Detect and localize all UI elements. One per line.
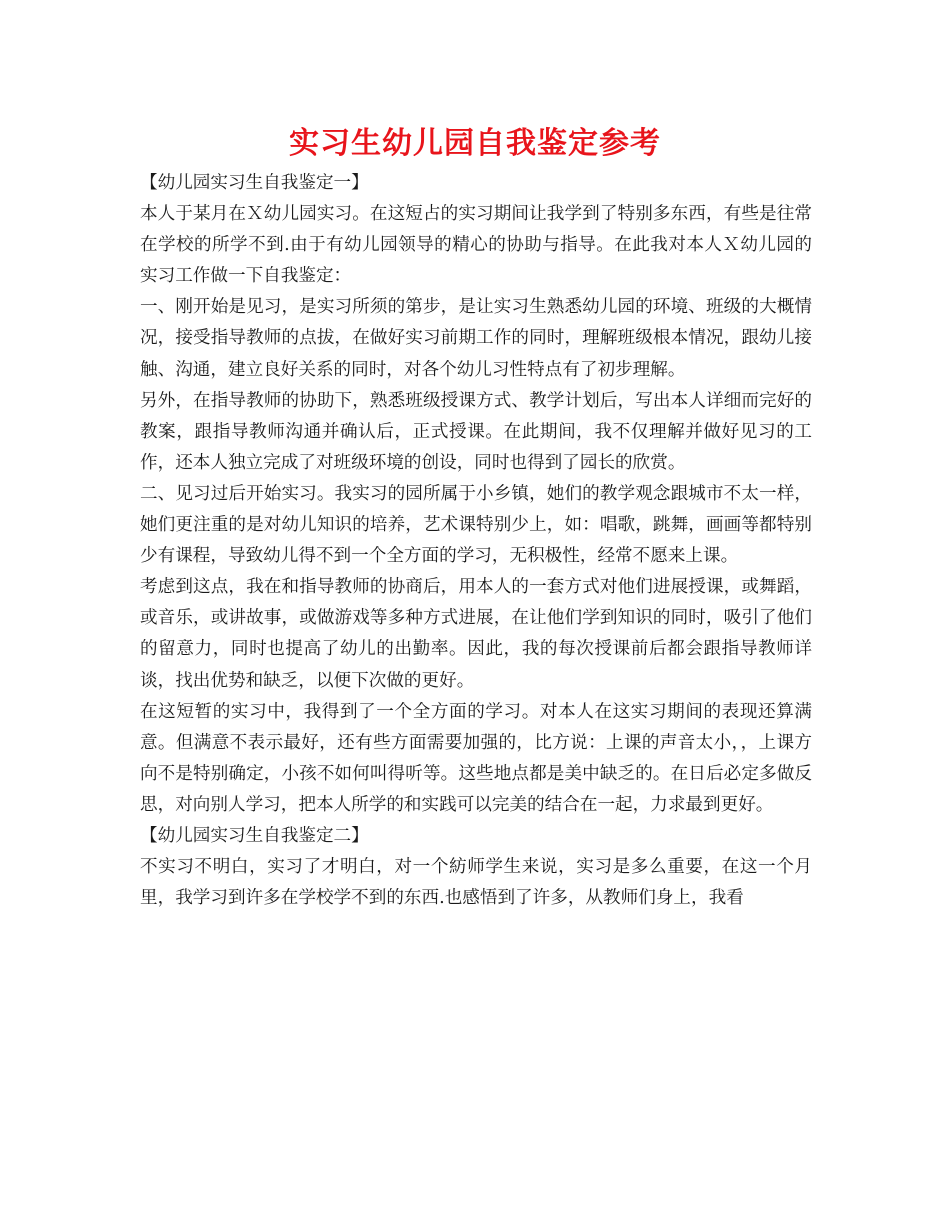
paragraph: 在这短暂的实习中，我得到了一个全方面的学习。对本人在这实习期间的表现还算满意。但满意不表示最好，还有些方面需要加强的，比方说：上课的声音太小，，上课方向不是特别确定，小孩不如何叫得听等。这些地点都是美中缺乏的。在日后必定多做反思，对向别人学习，把本人所学的和实践可以完美的结合在一起，力求最到更好。 — [140, 701, 812, 815]
document-title: 实习生幼儿园自我鉴定参考 — [289, 126, 661, 161]
section-heading: 【幼儿园实习生自我鉴定二】 — [140, 825, 369, 846]
paragraph: 一、刚开始是见习，是实习所须的第步，是让实习生熟悉幼儿园的环境、班级的大概情况，接受指导教师的点拔，在做好实习前期工作的同时，理解班级根本情况，跟幼儿接触、沟通，建立良好关系的同时，对各个幼儿习性特点有了初步理解。 — [140, 297, 812, 380]
paragraph: 考虑到这点，我在和指导教师的协商后，用本人的一套方式对他们进展授课，或舞蹈，或音乐，或讲故事，或做游戏等多种方式进展，在让他们学到知识的同时，吸引了他们的留意力，同时也提高了幼儿的出勤率。因此，我的每次授课前后都会跟指导教师详谈，找出优势和缺乏，以便下次做的更好。 — [140, 577, 812, 691]
document-body — [140, 168, 812, 914]
paragraph: 二、见习过后开始实习。我实习的园所属于小乡镇，她们的教学观念跟城市不太一样，她们更注重的是对幼儿知识的培养，艺术课特别少上，如：唱歌，跳舞，画画等都特别少有课程，导致幼儿得不到一个全方面的学习，无积极性，经常不愿来上课。 — [140, 483, 812, 567]
paragraph: 不实习不明白，实习了才明白，对一个紡师学生来说，实习是多么重要，在这一个月里，我学习到许多在学校学不到的东西.也感悟到了许多，从教师们身上，我看 — [140, 857, 812, 909]
paragraph: 另外，在指导教师的协助下，熟悉班级授课方式、教学计划后，写出本人详细而完好的教案，跟指导教师沟通并确认后，正式授课。在此期间，我不仅理解并做好见习的工作，还本人独立完成了对班级环境的创设，同时也得到了园长的欣赏。 — [140, 390, 812, 473]
section-heading: 【幼儿园实习生自我鉴定一】 — [140, 173, 369, 193]
paragraph: 本人于某月在Ｘ幼儿园实习。在这短占的实习期间让我学到了特别多东西，有些是往常在学校的所学不到.由于有幼儿园领导的精心的协助与指导。在此我对本人Ｘ幼儿园的实习工作做一下自我鉴定： — [140, 204, 812, 287]
